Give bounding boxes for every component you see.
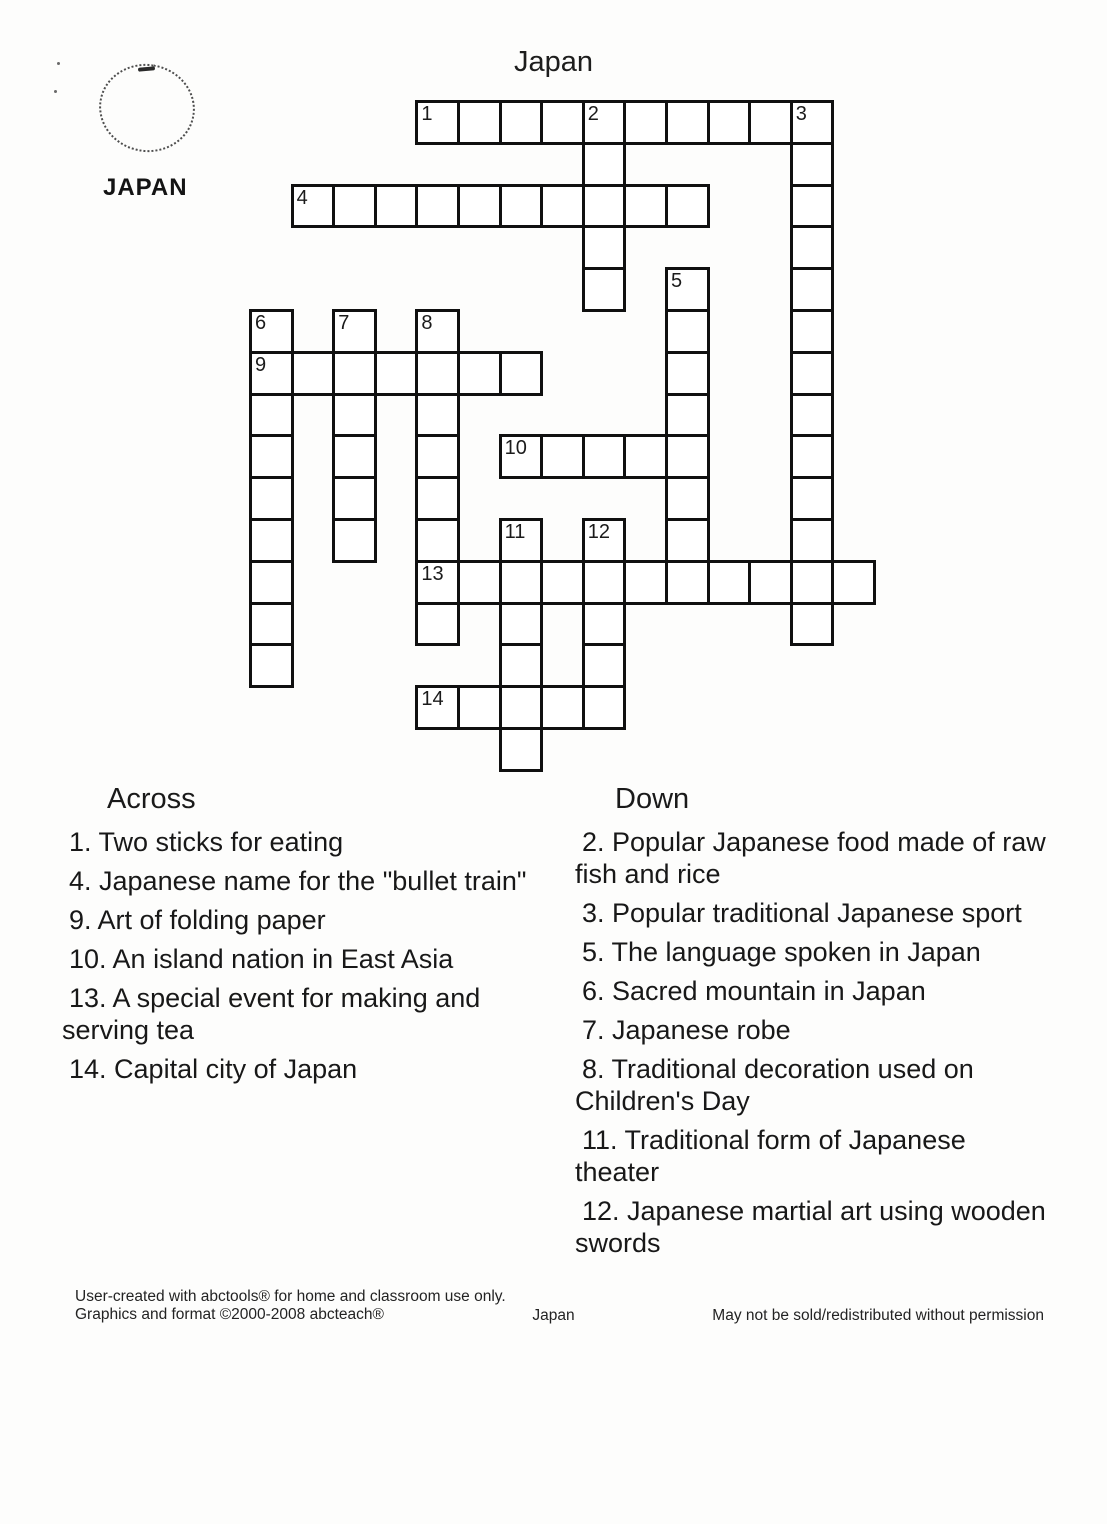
crossword-cell (249, 351, 294, 396)
crossword-cell (582, 184, 627, 229)
clue-item: 13. A special event for making and serving tea (62, 983, 481, 1045)
crossword-cell (499, 518, 544, 563)
crossword-cell (415, 518, 460, 563)
crossword-cell (790, 351, 835, 396)
crossword-cell (582, 142, 627, 187)
clue-item: 3. Popular traditional Japanese sport (582, 898, 1022, 928)
crossword-cell (540, 685, 585, 730)
cell-number: 6 (255, 312, 267, 334)
crossword-cell (332, 309, 377, 354)
clue-item: 12. Japanese martial art using wooden swords (575, 1196, 1046, 1258)
crossword-cell (623, 560, 668, 605)
crossword-cell (831, 560, 876, 605)
crossword-cell (374, 351, 419, 396)
crossword-cell (249, 434, 294, 479)
crossword-cell (457, 184, 502, 229)
cell-number: 5 (671, 270, 683, 293)
crossword-cell (540, 184, 585, 229)
cell-number: 4 (296, 186, 308, 209)
clue-item: 14. Capital city of Japan (69, 1054, 358, 1084)
footer-usage-note: User-created with abctools® for home and classroom use only. (75, 1288, 506, 1305)
crossword-cell (291, 351, 336, 396)
crossword-cell (499, 602, 544, 647)
crossword-cell (540, 434, 585, 479)
crossword-cell (790, 225, 835, 270)
cell-number: 12 (587, 521, 611, 543)
page-title: Japan (513, 46, 593, 78)
crossword-cell (707, 560, 752, 605)
cell-number: 7 (338, 312, 350, 334)
crossword-cell (582, 560, 627, 605)
crossword-cell (499, 434, 544, 479)
crossword-cell (582, 602, 627, 647)
crossword-cell (415, 393, 460, 438)
crossword-cell (415, 100, 460, 145)
crossword-cell (249, 309, 294, 354)
crossword-cell (582, 100, 627, 145)
crossword-cell (499, 351, 544, 396)
crossword-cell (332, 351, 377, 396)
crossword-cell (249, 476, 294, 521)
cell-number: 2 (587, 103, 599, 125)
crossword-cell (665, 351, 710, 396)
crossword-cell (415, 602, 460, 647)
crossword-cell (457, 685, 502, 730)
crossword-cell (415, 434, 460, 479)
crossword-cell (790, 309, 835, 354)
crossword-cell (790, 267, 835, 312)
crossword-cell (748, 560, 793, 605)
crossword-cell (415, 184, 460, 229)
across-clues-section (62, 783, 544, 1092)
cell-number: 8 (421, 312, 433, 334)
cell-number: 9 (255, 353, 267, 376)
crossword-cell (415, 685, 460, 730)
crossword-cell (707, 100, 752, 145)
crossword-cell (457, 351, 502, 396)
crossword-cell (499, 100, 544, 145)
across-clue-list (62, 826, 544, 1085)
crossword-cell (332, 518, 377, 563)
crossword-cell (790, 142, 835, 187)
crossword-cell (415, 309, 460, 354)
crossword-cell (499, 727, 544, 772)
down-heading: Down (615, 783, 690, 815)
clue-item: 5. The language spoken in Japan (582, 937, 981, 967)
crossword-cell (790, 100, 835, 145)
crossword-cell (582, 225, 627, 270)
crossword-cell (332, 434, 377, 479)
crossword-cell (415, 560, 460, 605)
cell-number: 11 (504, 521, 526, 543)
crossword-cell (790, 393, 835, 438)
crossword-cell (332, 476, 377, 521)
crossword-cell (540, 560, 585, 605)
crossword-cell (540, 100, 585, 145)
crossword-cell (499, 560, 544, 605)
crossword-cell (790, 434, 835, 479)
crossword-cell (790, 560, 835, 605)
crossword-cell (499, 685, 544, 730)
crossword-cell (748, 100, 793, 145)
crossword-cell (457, 100, 502, 145)
clue-item: 11. Traditional form of Japanese theater (575, 1125, 966, 1187)
crossword-cell (415, 476, 460, 521)
crossword-cell (665, 309, 710, 354)
clue-item: 6. Sacred mountain in Japan (582, 976, 926, 1006)
crossword-cell (790, 518, 835, 563)
crossword-cell (249, 602, 294, 647)
crossword-cell (457, 560, 502, 605)
crossword-cell (249, 643, 294, 688)
crossword-cell (332, 184, 377, 229)
crossword-cell (249, 560, 294, 605)
crossword-cell (623, 184, 668, 229)
crossword-cell (582, 267, 627, 312)
crossword-cell (790, 184, 835, 229)
cell-number: 3 (795, 103, 807, 125)
crossword-cell (582, 643, 627, 688)
footer-permission-note: May not be sold/redistributed without permission (712, 1307, 1044, 1324)
footer-copyright: Graphics and format ©2000-2008 abcteach® (75, 1306, 384, 1323)
crossword-cell (582, 434, 627, 479)
crossword-cell (665, 434, 710, 479)
down-clue-list (575, 826, 1057, 1259)
crossword-cell (499, 643, 544, 688)
crossword-cell (665, 100, 710, 145)
corner-label: JAPAN (103, 174, 188, 201)
cell-number: 10 (504, 437, 527, 460)
crossword-cell (499, 184, 544, 229)
clue-item: 9. Art of folding paper (69, 905, 326, 935)
cell-number: 1 (421, 103, 433, 125)
crossword-cell (582, 518, 627, 563)
crossword-cell (665, 560, 710, 605)
footer-title: Japan (532, 1307, 575, 1324)
clue-item: 10. An island nation in East Asia (69, 944, 454, 974)
crossword-cell (249, 393, 294, 438)
crossword-cell (665, 393, 710, 438)
crossword-cell (790, 602, 835, 647)
crossword-cell (790, 476, 835, 521)
crossword-cell (623, 100, 668, 145)
crossword-cell (582, 685, 627, 730)
clue-item: 8. Traditional decoration used on Children's Day (575, 1054, 974, 1116)
crossword-cell (291, 184, 336, 229)
crossword-cell (665, 267, 710, 312)
pencil-speck (54, 90, 57, 93)
crossword-cell (665, 518, 710, 563)
across-heading: Across (107, 783, 196, 815)
pencil-speck (57, 62, 60, 65)
crossword-cell (623, 434, 668, 479)
crossword-cell (249, 518, 294, 563)
cell-number: 14 (421, 688, 444, 711)
crossword-cell (374, 184, 419, 229)
down-clues-section (575, 783, 1057, 1266)
crossword-cell (665, 184, 710, 229)
clue-item: 1. Two sticks for eating (69, 827, 344, 857)
clue-item: 7. Japanese robe (582, 1015, 791, 1045)
clue-item: 4. Japanese name for the "bullet train" (69, 866, 527, 896)
crossword-cell (332, 393, 377, 438)
clue-item: 2. Popular Japanese food made of raw fish and rice (575, 827, 1046, 889)
cell-number: 13 (421, 562, 444, 585)
crossword-cell (415, 351, 460, 396)
crossword-cell (665, 476, 710, 521)
